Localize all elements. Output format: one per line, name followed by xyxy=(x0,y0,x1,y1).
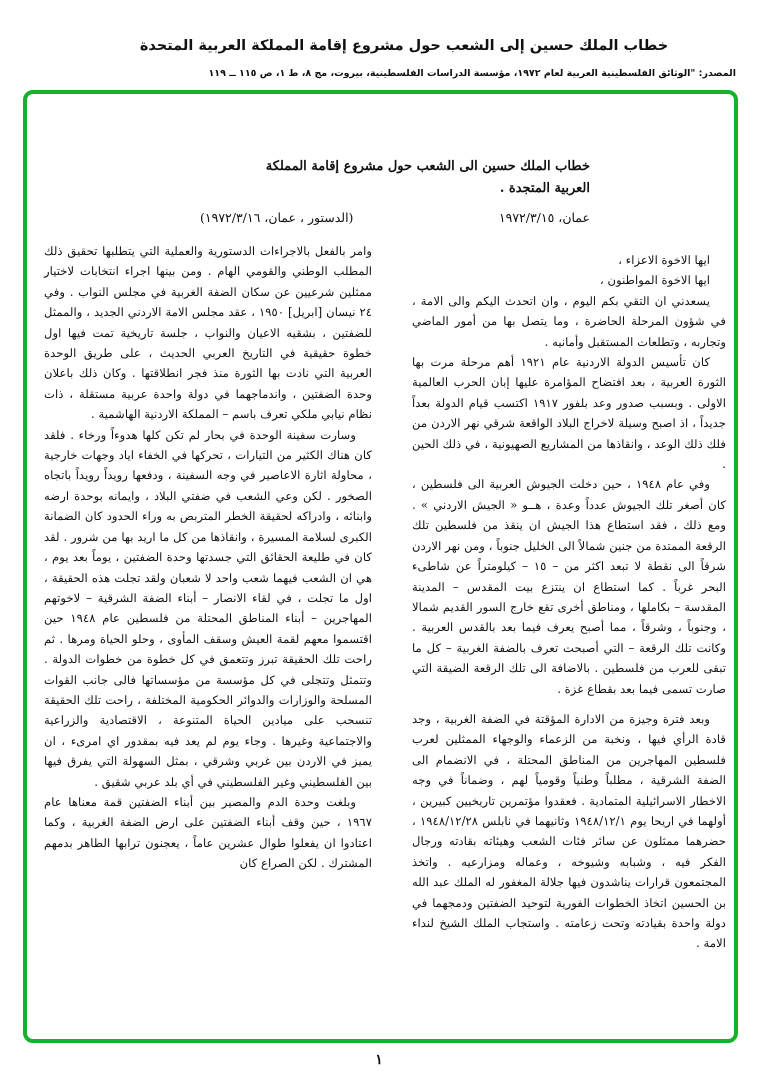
source-citation: المصدر: "الوثائق الفلسطينية العربية لعام ١٩٧٢، مؤسسة الدراسات الفلسطينية، بيروت، مج ٨، ط ١، ص ١١٥ ــ ١١٩ xyxy=(208,68,736,79)
paragraph: كان تأسيس الدولة الاردنية عام ١٩٢١ أهم مرحلة مرت بها الثورة العربية ، بعد افتضاح المؤامرة عليها إبان الحرب العالمية الاولى . وبسبب صدور وعد بلفور ١٩١٧ اكتسب قيام الدولة بعداً جديداً ، اذ اصبح وسيلة لاخراج البلاد الواقعة شرقي نهر الاردن من فلك ذلك الوعد ، وانقاذها من المشاريع الصهيونية ، في ذلك الحين . xyxy=(412,355,726,472)
document-title: خطاب الملك حسين إلى الشعب حول مشروع إقامة المملكة العربية المتحدة xyxy=(139,38,669,54)
paragraph: وبلغت وحدة الدم والمصير بين أبناء الضفتين قمة معناها عام ١٩٦٧ ، حين وقف أبناء الضفتين على ارض الضفة الغربية ، وكما اعتادوا ان يفعلوا طوال عشرين عاماً ، يعجنون ترابها الطاهر بدمهم المشترك . لكن الصراع كان xyxy=(44,794,372,871)
paragraph: ايها الاخوة الاعزاء ، xyxy=(618,253,710,267)
paragraph: وسارت سفينة الوحدة في بحار لم تكن كلها هدوءاً ورخاء . فلقد كان هناك الكثير من التيارات ، تحركها في الخفاء اياد وجهات خارجية ، محاولة اثارة الاعاصير في وجه السفينة ، ودفعها رويداً رويداً باتجاه الصخور . لكن وعي الشعب في ضفتي البلاد ، وايمانه بوحدة ارضه وابنائه ، وادراكه لحقيقة الخطر المتربص به وراء الحدود كان الضمانة الكبرى لسلامة المسيرة ، وانقاذها من كل ما اريد بها من شرور . لقد كان في طليعة الحقائق التي جسدتها وحدة الضفتين ، يوماً بعد يوم ، هي ان الشعب فيهما شعب واحد لا شعبان ولقد تجلت هذه الحقيقة ، اول ما تجلت ، في لقاء الانصار – أبناء الضفة الشرقية – لاخوتهم المهاجرين – أبناء المناطق المحتلة من فلسطين عام ١٩٤٨ حين اقتسموا معهم لقمة العيش وسقف المأوى ، وحلو الحياة ومرها . ثم راحت تلك الحقيقة تبرز وتتعمق في كل خطوة من خطوات الدولة . وتتمثل وتتجلى في كل مؤسسة من مؤسساتها فالى جانب القوات المسلحة والوزارات والدوائر الحكومية المختلفة ، راحت تلك الحقيقة تنسحب على ميادين الحياة المتنوعة ، الاقتصادية والزراعية والاجتماعية وغيرها . وجاء يوم لم يعد فيه بمقدور اي امرىء ، ان يميز في الاردن بين غربي وشرقي ، بمثل السهولة التي يفرق فيها بين الفلسطيني وغير الفلسطيني في أي بلد عربي شقيق . xyxy=(44,427,372,789)
dateline xyxy=(200,210,590,225)
right-column xyxy=(412,250,726,954)
page-number: ١ xyxy=(375,1052,383,1068)
speech-heading-line-2: العربية المتجدة . xyxy=(499,181,590,196)
left-column xyxy=(44,241,372,874)
paragraph: وفي عام ١٩٤٨ ، حين دخلت الجيوش العربية الى فلسطين ، كان أصغر تلك الجيوش عدداً وعدة ، هــو « الجيش الاردني » . ومع ذلك ، فقد استطاع هذا الجيش ان ينقذ من فلسطين تلك الرقعة الممتدة من جنين شمالاً الى الخليل جنوباً ، ومن نهر الاردن شرقاً الى نقطة لا تبعد اكثر من – ١٥ – كيلومتراً عن شاطىء البحر غرباً . كما استطاع ان ينتزع بيت المقدس – المدينة المقدسة – بكاملها ، ومناطق أخرى تقع خارج السور القديم شمالا ، وجنوباً ، وشرقاً ، مما أصبح يعرف فيما بعد بالقدس العربية . وكانت تلك الرقعة – التي أصبحت تعرف بالضفة الغربية – كل ما تبقى للعرب من فلسطين . بالاضافة الى تلك الرقعة الضيقة التي صارت تسمى فيما بعد بقطاع غزة . xyxy=(412,477,727,696)
dateline-place-date: عمان، ١٩٧٢/٣/١٥ xyxy=(498,210,590,225)
paragraph: وامر بالفعل بالاجراءات الدستورية والعملية التي يتطلبها تحقيق ذلك المطلب الوطني والقومي الهام . ومن بينها اجراء انتخابات لاختيار ممثلين شرعيين عن سكان الضفة الغربية في مجلس النواب . وفي ٢٤ نيسان [ابريل] ١٩٥٠ ، عقد مجلس الامة الاردني الجديد ، والممثل للضفتين ، بشقيه الاعيان والنواب ، جلسة تاريخية تمت فيها اول خطوة حقيقية في التاريخ العربي الحديث ، على طريق الوحدة العربية التي نادت بها الثورة منذ فجر انطلاقتها . وكان ذلك باعلان وحدة الضفتين ، واندماجهما في دولة واحدة عربية مستقلة ، ذات نظام نيابي ملكي تعرف باسم – المملكة الاردنية الهاشمية . xyxy=(44,244,372,422)
speech-heading-line-1: خطاب الملك حسين الى الشعب حول مشروع إقامة المملكة xyxy=(265,159,590,174)
paragraph: ايها الاخوة المواطنون ، xyxy=(600,273,710,288)
speech-heading xyxy=(230,156,590,200)
paragraph: وبعد فترة وجيزة من الادارة المؤقتة في الضفة الغربية ، وجد قادة الرأي فيها ، ونخبة من الزعماء والوجهاء الممثلين لعرب فلسطين المهاجرين من المناطق المحتلة ، في الانضمام الى الضفة الشرقية ، مطلباً وطنياً وقومياً لهم ، وضماناً في وجه الاخطار الاسرائيلية المتمادية . فعقدوا مؤتمرين تاريخيين كبيرين ، أولهما في اريحا يوم ١٩٤٨/١٢/١ وثانيهما في نابلس ١٩٤٨/١٢/٢٨ ، حضرهما ممثلون عن سائر فئات الشعب وهيئاته بقادته ورجال الفكر فيه ، وشبابه وشيوخه ، وعماله ومزارعيه . واتخذ المجتمعون قرارات يناشدون فيها جلالة المغفور له الملك عبد الله بن الحسين اتخاذ الخطوات الفورية لتوحيد الضفتين ودمجهما في دولة واحدة بقيادته وتحت زعامته . واستجاب الملك الشيخ لنداء الامة . xyxy=(412,711,726,951)
paragraph: يسعدني ان التقي بكم اليوم ، وان اتحدث اليكم والى الامة ، في شؤون المرحلة الحاضرة ، وما يتصل بها من أمور الماضي وتجاربه ، وتطلعات المستقبل وأمانيه . xyxy=(412,293,726,349)
dateline-source: (الدستور ، عمان، ١٩٧٢/٣/١٦) xyxy=(200,210,354,225)
